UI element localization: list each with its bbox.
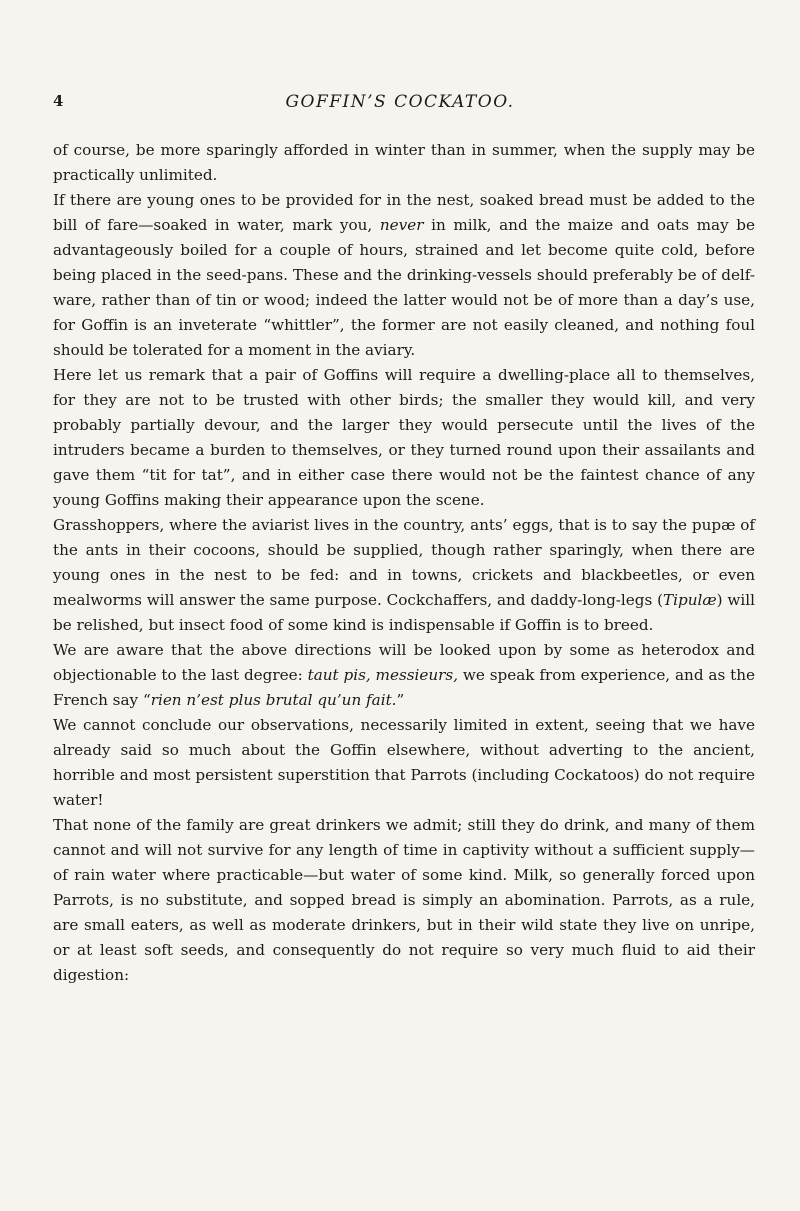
text-segment: We are aware that the above directions will be looked upon by some as heterodox and objectionable to the last degree: <box>53 641 755 684</box>
paragraph <box>53 138 755 188</box>
paragraph <box>53 363 755 513</box>
italic-text: Tipulæ <box>663 591 717 609</box>
text-segment: ) will be relished, but insect food of some kind is indispensable if Goffin is to breed. <box>53 591 755 634</box>
text-segment: in milk, and the maize and oats may be advantageously boiled for a couple of hours, strained and let become quite cold, before being placed in the seed-pans. These and the drinking-vessels should preferably be of delf-ware, rather than of tin or wood; indeed the latter would not be of more than a day’s use, for Goffin is an inveterate “whittler”, the former are not easily cleaned, and nothing foul should be tolerated for a moment in the aviary. <box>53 216 755 359</box>
text-segment: That none of the family are great drinkers we admit; still they do drink, and many of them cannot and will not survive for any length of time in captivity without a sufficient supply—of rain water where practicable—but water of some kind. Milk, so generally forced upon Parrots, is no substitute, and sopped bread is simply an abomination. Parrots, as a rule, are small eaters, as well as moderate drinkers, but in their wild state they live on unripe, or at least soft seeds, and consequently do not require so very much fluid to aid their digestion: <box>53 816 755 984</box>
text-segment: We cannot conclude our observations, necessarily limited in extent, seeing that we have already said so much about the Goffin elsewhere, without adverting to the ancient, horrible and most persistent superstition that Parrots (including Cockatoos) do not require water! <box>53 716 755 809</box>
italic-text: rien n’est plus brutal qu’un fait. <box>150 691 397 709</box>
paragraph <box>53 813 755 988</box>
paragraph <box>53 188 755 363</box>
italic-text: never <box>379 216 424 234</box>
text-segment: Here let us remark that a pair of Goffins will require a dwelling-place all to themselves, for they are not to be trusted with other birds; the smaller they would kill, and very probably partially devour, and the larger they would persecute until the lives of the intruders became a burden to themselves, or they turned round upon their assailants and gave them “tit for tat”, and in either case there would not be the faintest chance of any young Goffins making their appearance upon the scene. <box>53 366 755 509</box>
text-segment: we speak from experience, and as the French say “ <box>53 666 755 709</box>
body-text <box>53 138 755 988</box>
running-title: GOFFIN’S COCKATOO. <box>285 92 515 112</box>
page-number: 4 <box>53 92 64 110</box>
paragraph <box>53 638 755 713</box>
italic-text: taut pis, messieurs, <box>307 666 459 684</box>
page-header <box>53 92 747 114</box>
text-segment: If there are young ones to be provided for in the nest, soaked bread must be added to the bill of fare—soaked in water, mark you, <box>53 191 755 234</box>
text-segment: of course, be more sparingly afforded in winter than in summer, when the supply may be practically unlimited. <box>53 141 755 184</box>
text-segment: Grasshoppers, where the aviarist lives in the country, ants’ eggs, that is to say the pupæ of the ants in their cocoons, should be supplied, though rather sparingly, when there are young ones in the nest to be fed: and in towns, crickets and blackbeetles, or even mealworms will answer the same purpose. Cockchaffers, and daddy-long-legs ( <box>53 516 755 609</box>
paragraph <box>53 513 755 638</box>
paragraph <box>53 713 755 813</box>
text-segment: ” <box>396 691 405 709</box>
